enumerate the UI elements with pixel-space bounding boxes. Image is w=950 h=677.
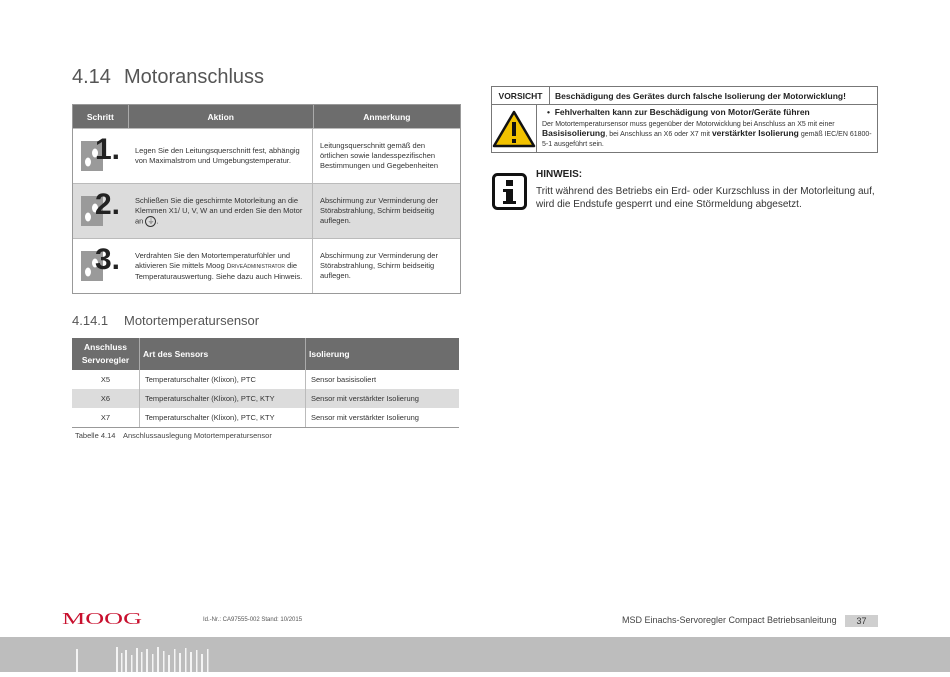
table-row bbox=[72, 408, 459, 427]
step-cell bbox=[73, 129, 128, 183]
decorative-barcode-graphic bbox=[0, 637, 240, 672]
logo-text: MOOG bbox=[62, 610, 142, 626]
table-row bbox=[73, 183, 460, 238]
step-number: 1. bbox=[95, 133, 121, 166]
caution-box bbox=[491, 86, 878, 153]
section-title-text: Motoranschluss bbox=[124, 66, 265, 88]
action-text-end: die Temperaturauswertung. Siehe dazu auch Hinweis. bbox=[135, 260, 303, 281]
hint-title: HINWEIS: bbox=[536, 169, 583, 180]
table-row bbox=[72, 370, 459, 389]
caution-bold-2: verstärkter Isolierung bbox=[711, 128, 799, 138]
section-title bbox=[72, 66, 264, 89]
step-number: 2. bbox=[95, 188, 121, 221]
header-remark: Anmerkung bbox=[363, 111, 411, 122]
action-text-smallcaps: DriveAdministrator bbox=[226, 262, 285, 270]
action-text-end: . bbox=[156, 215, 159, 225]
caution-text bbox=[537, 105, 877, 153]
remark-cell: Leitungsquerschnitt gemäß den örtlichen sowie landesspezifischen Bestimmungen und Gegebenheiten bbox=[320, 141, 439, 170]
caution-bullet-text: Fehlverhalten kann zur Beschädigung von Motor/Geräte führen bbox=[554, 107, 810, 117]
connection-cell: X6 bbox=[72, 389, 140, 408]
header-isolation: Isolierung bbox=[309, 349, 350, 359]
step-cell bbox=[73, 239, 128, 293]
section-number: 4.14 bbox=[72, 66, 111, 88]
sensor-table-header bbox=[72, 338, 459, 370]
action-cell bbox=[128, 184, 313, 238]
subsection-title bbox=[72, 313, 259, 328]
caution-header bbox=[492, 87, 877, 105]
step-cell bbox=[73, 184, 128, 238]
hint-text: Tritt während des Betriebs ein Erd- oder Kurzschluss in der Motorleitung auf, wird die Endstufe gesperrt und eine Störmeldung abgesetzt. bbox=[536, 186, 875, 210]
action-text: Verdrahten Sie den Motortemperaturfühler und aktivieren Sie mittels Moog bbox=[135, 250, 291, 270]
caution-text-3: gemäß IEC/EN 61800-5-1 ausgeführt sein. bbox=[542, 131, 872, 148]
action-cell: Legen Sie den Leitungsquerschnitt fest, abhängig von Maximalstrom und Umgebungstemperatur. bbox=[128, 129, 313, 183]
info-icon bbox=[492, 173, 527, 210]
action-cell bbox=[128, 239, 313, 293]
caution-bullet: • Fehlverhalten kann zur Beschädigung von Motor/Geräte führen bbox=[547, 107, 810, 117]
caution-title: Beschädigung des Gerätes durch falsche Isolierung der Motorwicklung! bbox=[555, 90, 846, 101]
caption-label: Tabelle 4.14 bbox=[75, 431, 116, 440]
remark-cell: Abschirmung zur Verminderung der Störabstrahlung, Schirm beidseitig auflegen. bbox=[320, 196, 438, 225]
step-number: 3. bbox=[95, 243, 121, 276]
caption-text: Anschlussauslegung Motortemperatursensor bbox=[123, 431, 272, 440]
table-caption bbox=[75, 431, 272, 440]
subsection-number: 4.14.1 bbox=[72, 313, 109, 328]
subsection-title-text: Motortemperatursensor bbox=[124, 313, 260, 328]
earth-ground-icon: ⏚ bbox=[147, 217, 155, 225]
header-connection: Anschluss Servoregler bbox=[72, 338, 140, 370]
moog-logo bbox=[62, 610, 144, 631]
steps-table bbox=[72, 104, 461, 294]
steps-table-header bbox=[73, 105, 460, 128]
isolation-cell: Sensor mit verstärkter Isolierung bbox=[311, 394, 419, 403]
table-row bbox=[72, 389, 459, 408]
action-text: Schließen Sie die geschirmte Motorleitung an die Klemmen X1/ U, V, W an und erden Sie den Motor an bbox=[135, 195, 303, 225]
bottom-bar bbox=[0, 637, 950, 672]
page-number: 37 bbox=[845, 615, 878, 627]
sensor-type-cell: Temperaturschalter (Klixon), PTC, KTY bbox=[140, 389, 306, 408]
header-sensor-type: Art des Sensors bbox=[140, 338, 306, 370]
header-step: Schritt bbox=[73, 105, 129, 128]
caution-body bbox=[492, 105, 877, 153]
isolation-cell: Sensor basisisoliert bbox=[311, 375, 377, 384]
remark-cell: Abschirmung zur Verminderung der Störabstrahlung, Schirm beidseitig auflegen. bbox=[320, 251, 438, 280]
document-id: Id.-Nr.: CA97555-002 Stand: 10/2015 bbox=[203, 617, 303, 623]
sensor-type-cell: Temperaturschalter (Klixon), PTC bbox=[140, 370, 306, 389]
connection-cell: X5 bbox=[72, 370, 140, 389]
caution-text-1: Der Motortemperatursensor muss gegenüber der Motorwicklung bei Anschluss an X5 mit einer bbox=[542, 120, 835, 128]
warning-triangle-icon bbox=[492, 105, 537, 153]
table-row bbox=[73, 238, 460, 293]
table-row bbox=[73, 128, 460, 183]
sensor-table bbox=[72, 338, 459, 428]
caution-label: VORSICHT bbox=[492, 87, 550, 104]
document-title: MSD Einachs-Servoregler Compact Betriebsanleitung bbox=[622, 615, 837, 625]
caution-text-2: , bei Anschluss an X6 oder X7 mit bbox=[605, 131, 712, 138]
isolation-cell: Sensor mit verstärkter Isolierung bbox=[311, 413, 419, 422]
connection-cell: X7 bbox=[72, 408, 140, 427]
header-action: Aktion bbox=[129, 105, 314, 128]
sensor-type-cell: Temperaturschalter (Klixon), PTC, KTY bbox=[140, 408, 306, 427]
caution-bold-1: Basisisolierung bbox=[542, 128, 606, 138]
